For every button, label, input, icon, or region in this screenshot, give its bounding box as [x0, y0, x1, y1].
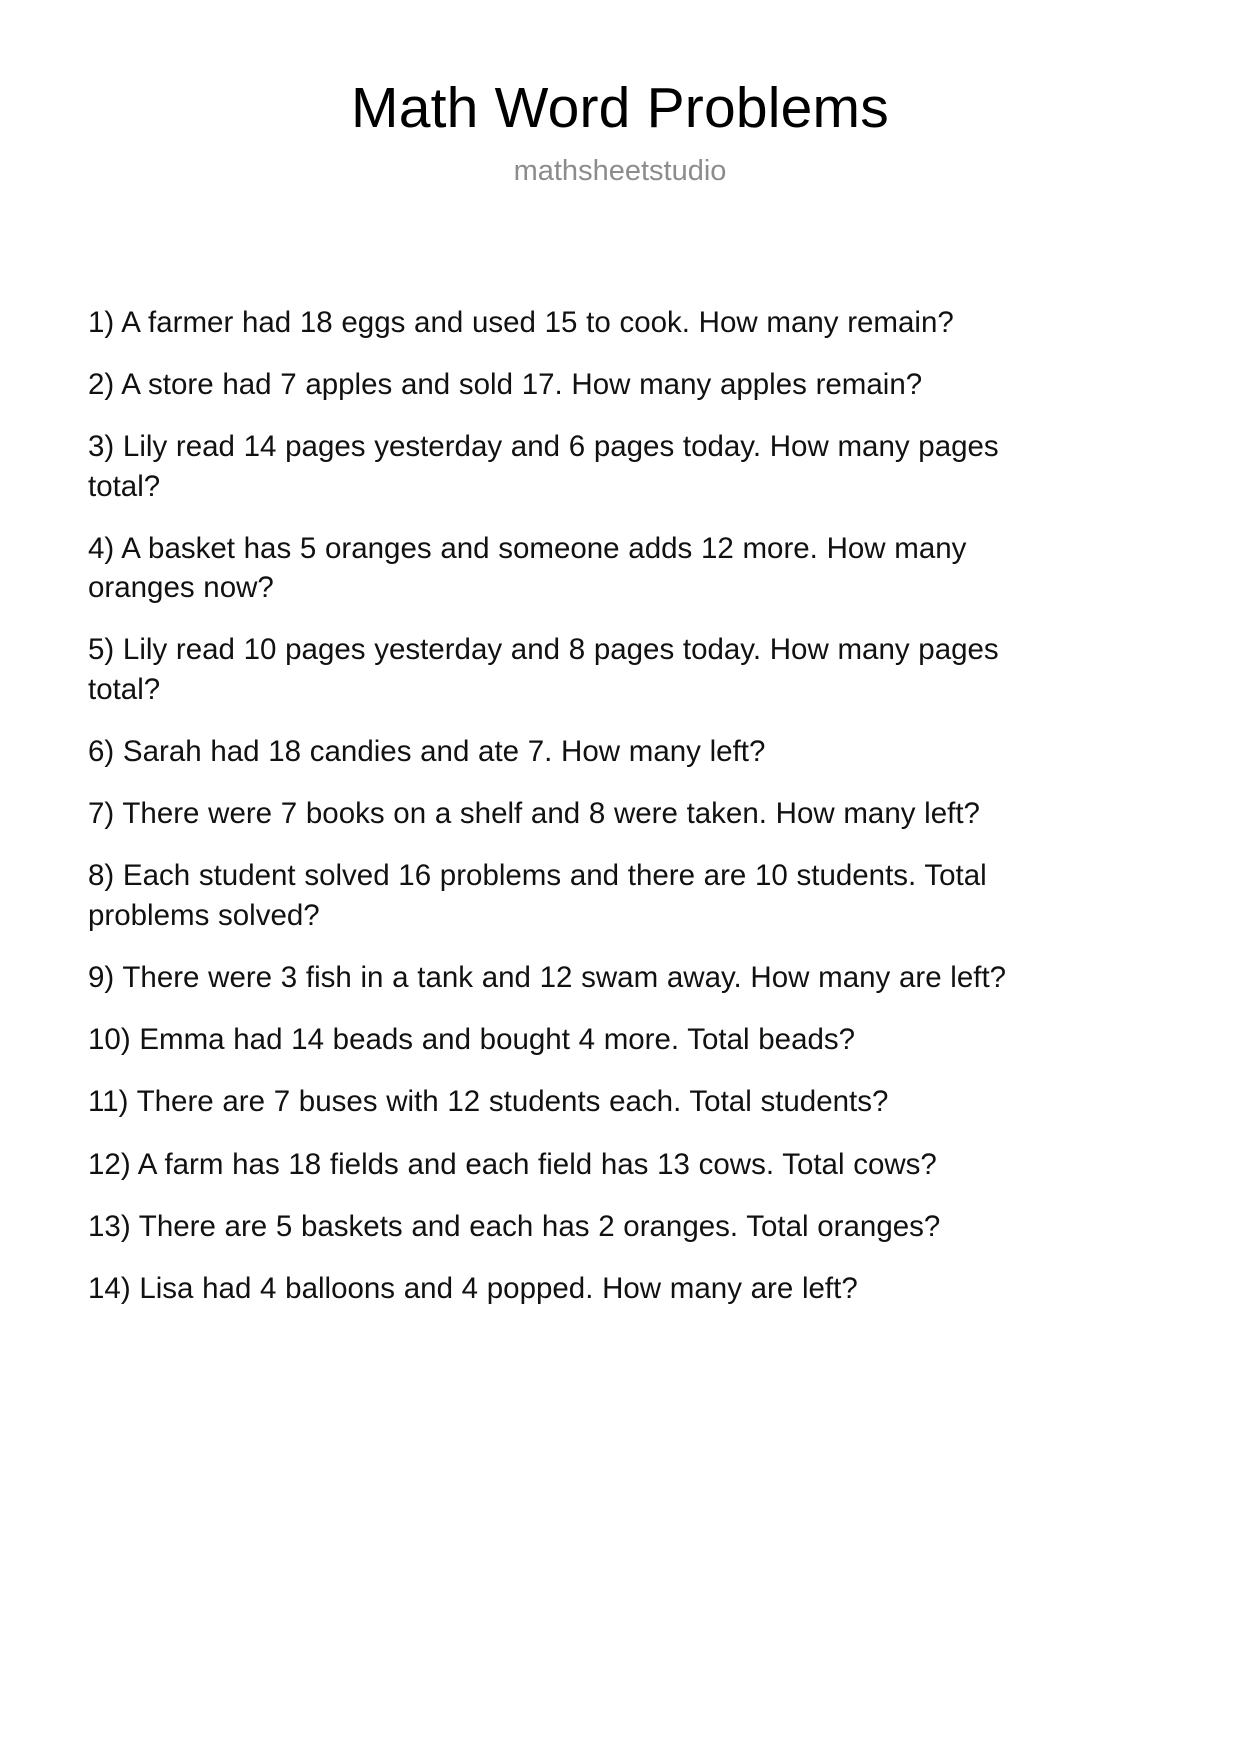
page-subtitle: mathsheetstudio	[513, 154, 727, 187]
list-item: 3) Lily read 14 pages yesterday and 6 pages today. How many pages total?	[88, 430, 999, 503]
list-item: 13) There are 5 baskets and each has 2 oranges. Total oranges?	[88, 1209, 941, 1243]
list-item: 6) Sarah had 18 candies and ate 7. How many left?	[88, 734, 766, 768]
worksheet-header	[0, 0, 1240, 188]
list-item: 2) A store had 7 apples and sold 17. How many apples remain?	[88, 368, 923, 402]
list-item: 12) A farm has 18 fields and each field has 13 cows. Total cows?	[88, 1147, 937, 1181]
list-item: 5) Lily read 10 pages yesterday and 8 pages today. How many pages total?	[88, 633, 999, 706]
list-item: 10) Emma had 14 beads and bought 4 more. Total beads?	[88, 1023, 856, 1057]
page-title: Math Word Problems	[351, 76, 889, 140]
list-item: 7) There were 7 books on a shelf and 8 were taken. How many left?	[88, 797, 980, 831]
list-item: 4) A basket has 5 oranges and someone adds 12 more. How many oranges now?	[88, 531, 967, 605]
list-item: 8) Each student solved 16 problems and there are 10 students. Total problems solved?	[88, 859, 987, 932]
list-item: 14) Lisa had 4 balloons and 4 popped. How many are left?	[88, 1271, 858, 1305]
problem-list	[88, 303, 1023, 1308]
list-item: 11) There are 7 buses with 12 students each. Total students?	[88, 1085, 889, 1119]
list-item: 1) A farmer had 18 eggs and used 15 to cook. How many remain?	[88, 306, 954, 339]
list-item: 9) There were 3 fish in a tank and 12 swam away. How many are left?	[88, 960, 1007, 994]
